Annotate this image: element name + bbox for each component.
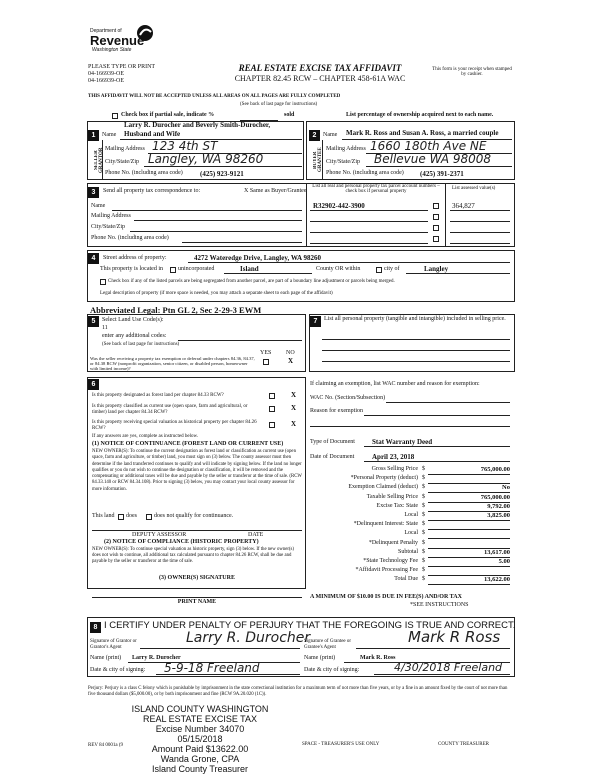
stamp-line-3: Excise Number 34070 [155,724,245,734]
calc-label: *State Technology Fee [363,558,418,564]
calc-row [310,484,510,493]
street-value: 4272 Wateredge Drive, Langley, WA 98260 [194,254,321,262]
deputy-line [92,530,302,531]
seller-name-label: Name [102,132,117,138]
dept-line1: Department of [90,28,122,34]
seller-address-value: 123 4th ST [152,139,218,153]
stamp-line-4: 05/15/2018 [177,734,223,744]
land-does-label: This land [92,513,115,519]
buyer-city-value: Bellevue WA 98008 [374,152,492,166]
segregation-checkbox[interactable] [100,279,106,285]
grantee-name-label: Name (print) [304,655,336,661]
grantee-sig-line [356,648,510,649]
calc-label: Exemption Claimed (deduct) [348,484,418,491]
calc-currency: $ [422,539,425,546]
calc-value: 765,000.00 [480,466,510,473]
grantor-sig-line [140,648,300,649]
grantee-date-label: Date & city of signing: [304,667,360,673]
personal-property-checkbox-3[interactable] [433,225,439,231]
s5-q1: Was the seller receiving a property tax exemption or deferral under chapters 84.36, 84.37, or 84.38 RCW (nonprofit organization, senior citizen, or disabled person, homeowner with limited income)? [90,356,255,371]
segregation-text: Check box if any of the listed parcels are being segregated from another parcel, are part of a boundary line adjustment or parcels being merged. [108,279,395,284]
parcel-number: R32902-442-3900 [313,202,365,210]
stamp-line-5: Amount Paid $13622.00 [151,744,249,754]
doc-date-label: Date of Document [310,454,355,460]
continuance-body: NEW OWNER(S): To continue the current designation as forest land or classification as current use (open space, farm and agriculture, or timber) land, you must sign on (3) below. The county assessor must then determine if the land transferred continues to qualify and will indicate by signing below. If the land no longer qualifies or you do not wish to continue the designation or classification, it will be removed and the compensating or additional taxes will be due and payable by the seller or transferor at the time of sale. (RCW 84.33.140 or RCW 84.34.108). Prior to signing (3) below, you may contact your local county assessor for more information. [92,449,302,492]
seller-side-label: SELLER GRANTOR [94,147,104,173]
assessed-line-4 [450,243,510,244]
buyer-city-label: City/State/Zip [326,159,360,165]
s3-phone-label: Phone No. (including area code) [91,235,169,241]
exemption-note: If claiming an exemption, list WAC number and reason for exemption: [310,381,480,387]
calc-currency: $ [422,530,425,537]
grantee-signature: Mark R Ross [408,628,501,646]
s3-name-line [112,210,302,211]
warning: THIS AFFIDAVIT WILL NOT BE ACCEPTED UNLESS ALL AREAS ON ALL PAGES ARE FULLY COMPLETED [88,94,341,99]
buyer-address-value: 1660 180th Ave NE [370,139,487,153]
assessed-header: List assessed value(s) [452,186,496,191]
buyer-city-line [366,166,512,167]
print-name-line [92,597,302,598]
reason-label: Reason for exemption [310,408,363,414]
s5-no: NO [286,350,295,356]
county-or-within: County OR within [316,266,361,272]
stamp-line-1: ISLAND COUNTY WASHINGTON [131,704,269,714]
city-value: Langley [424,265,449,273]
calc-label: Total Due [394,576,418,583]
calc-currency: $ [422,502,425,509]
seller-phone-value: (425) 923-9121 [200,170,244,178]
section-2-number: 2 [309,130,320,141]
does-checkbox[interactable] [118,514,124,520]
s6-q3: Is this property receiving special valuation as historical property per chapter 84.26 RCW? [92,420,257,431]
calc-row [310,567,510,576]
s3-name-label: Name [91,203,106,209]
s6-q2-yes-checkbox[interactable] [269,406,275,412]
calc-currency: $ [422,521,425,528]
seller-address-label: Mailing Address [105,146,145,152]
s6-instructions: If any answers are yes, complete as instructed below. [92,434,199,439]
calc-currency: $ [422,512,425,518]
s3-city-line [130,231,302,232]
treasurer-use-only: SPACE - TREASURER'S USE ONLY [302,742,380,747]
sold-label: sold [284,112,295,118]
calc-row [310,494,510,503]
grantor-date-label: Date & city of signing: [90,667,146,673]
receipt-note: This form is your receipt when stamped by cashier. [432,67,512,77]
calc-row [310,521,510,530]
section-4-number: 4 [88,253,99,264]
seller-name-line2: Husband and Wife [124,130,181,138]
doc-date-line [364,461,510,462]
seller-phone-label: Phone No. (including area code) [105,170,183,176]
s6-q2-answer: X [291,404,297,412]
section-1-number: 1 [88,130,99,141]
form-subtitle: CHAPTER 82.45 RCW – CHAPTER 458-61A WAC [234,74,406,83]
certify-text: I CERTIFY UNDER PENALTY OF PERJURY THAT THE FOREGOING IS TRUE AND CORRECT. [104,620,516,631]
section-3-divider-2 [445,183,446,247]
personal-property-checkbox-1[interactable] [433,203,439,209]
located-text: This property is located in [100,266,163,272]
calc-line [428,584,510,585]
calc-label: *Delinquent Interest: State [353,521,418,528]
grantor-date-city: 5-9-18 Freeland [164,661,260,675]
wac-no-label: WAC No. (Section/Subsection) [310,395,386,401]
county-line [224,273,312,274]
assessed-value: 364,827 [452,202,475,210]
dept-line2: Revenue [90,33,145,48]
seller-city-value: Langley, WA 98260 [148,152,264,166]
seller-city-line [144,166,302,167]
s5-q1-answer: X [288,357,294,365]
stamp-line-6: Wanda Grone, CPA [160,754,240,764]
s5-yes: YES [260,350,272,356]
buyer-phone-label: Phone No. (including area code) [326,170,404,176]
s6-q1-yes-checkbox[interactable] [269,393,275,399]
s3-city-label: City/State/Zip [91,224,125,230]
section-3-number: 3 [88,187,99,198]
s6-q1-answer: X [291,391,297,399]
county-treasurer: COUNTY TREASURER [438,742,489,747]
partial-sale-label: Check box if partial sale, indicate % [121,112,215,118]
seller-side-divider [102,140,103,180]
personal-line-1 [322,339,510,340]
seller-city-label: City/State/Zip [105,159,139,165]
grantee-name-print: Mark R. Ross [360,655,396,661]
calc-value: 5.00 [498,558,510,565]
doc-date-value: April 23, 2018 [372,453,415,461]
does-not-checkbox[interactable] [146,514,152,520]
calc-label: Subtotal [397,548,418,555]
partial-sale-checkbox[interactable] [112,113,118,119]
dept-logo [90,26,160,62]
calc-label: Taxable Selling Price [366,493,418,500]
grantee-sig-label: Signature of Grantee or Grantee's Agent [304,639,352,650]
city-line [406,273,510,274]
calc-value: 13,622.00 [484,576,510,584]
calc-currency: $ [422,576,425,583]
does-not-label: does not qualify for continuance. [154,513,234,519]
form-code-2: 04-166939-OE [88,78,124,84]
print-name: PRINT NAME [177,599,217,605]
personal-line-3 [322,361,510,362]
calc-value: 13,617.00 [484,548,510,556]
grantee-date-line [374,674,510,675]
calc-row [310,530,510,539]
personal-line-2 [322,350,510,351]
deputy-assessor: DEPUTY ASSESSOR [132,532,187,538]
calc-label: Excise Tax: State [376,502,418,509]
section-7-number: 7 [310,316,321,327]
dept-line3: Washington State [92,47,132,53]
assessed-line-1 [450,210,510,211]
city-checkbox[interactable] [376,267,382,273]
does-label: does [126,513,137,519]
form-title: REAL ESTATE EXCISE TAX AFFIDAVIT [238,63,402,73]
calc-value: 3,825.00 [487,512,510,519]
section-6-number: 6 [88,379,99,390]
street-line [188,262,510,263]
calc-currency: $ [422,493,425,500]
s6-q1: Is this property designated as forest land per chapter 84.33 RCW? [92,393,224,398]
calc-row [310,549,510,558]
s6-q2: Is this property classified as current use (open space, farm and agricultural, or timber) land per chapter 84.34 RCW? [92,404,248,415]
unincorporated-label: unincorporated [178,266,215,272]
calc-label: *Delinquent Penalty [368,539,418,546]
buyer-phone-value: (425) 391-2371 [420,170,464,178]
rev-code: REV 84 0001a (9 [88,743,124,748]
reason-line [364,415,510,416]
form-code-1: 04-166939-OE [88,71,124,77]
see-instructions: *SEE INSTRUCTIONS [410,602,469,608]
additional-codes: enter any additional codes: [102,333,167,339]
calc-currency: $ [422,567,425,574]
grantor-name-print: Larry R. Durocher [132,655,181,661]
grantor-date-line [156,674,300,675]
s3-phone-line [182,242,302,243]
assessed-line-3 [450,232,510,233]
calc-row [310,576,510,585]
parcel-line-4 [310,243,428,244]
parcel-line-1 [310,210,428,211]
grantor-signature: Larry R. Durocher [186,630,311,646]
owner-signature: (3) OWNER(S) SIGNATURE [159,575,235,581]
wac-line [386,402,510,403]
calc-row [310,475,510,484]
calc-currency: $ [422,484,425,491]
buyer-side-divider [322,140,323,180]
send-value: X Same as Buyer/Grantee [244,188,307,194]
additional-codes-line [178,340,302,341]
print-note: PLEASE TYPE OR PRINT [88,64,156,70]
s6-q3-answer: X [291,420,297,428]
perjury-note: Perjury: Perjury is a class C felony which is punishable by imprisonment in the state correctional institution for a maximum term of not more than five years, or by a fine in an amount fixed by the court of not more than five thousand dollars ($5,000.00), or by both imprisonment and fine (RCW 9A.20.020 (1C)). [88,686,508,697]
abbreviated-legal: Abbreviated Legal: Ptn GL 2, Sec 2-29-3 EWM [90,305,262,315]
buyer-name-label: Name [323,132,338,138]
stamp-line-7: Island County Treasurer [151,764,249,774]
calc-label: Local [404,530,418,537]
section-8-number: 8 [90,622,101,633]
parcel-line-2 [310,221,428,222]
calc-currency: $ [422,548,425,555]
continuance-title: (1) NOTICE OF CONTINUANCE (FOREST LAND OR CURRENT USE) [92,441,284,447]
historic-title: (2) NOTICE OF COMPLIANCE (HISTORIC PROPERTY) [104,539,259,545]
grantor-name-label: Name (print) [90,655,122,661]
reason-line-2 [310,426,510,427]
calc-currency: $ [422,475,425,482]
calc-value: 9,792.00 [487,502,510,510]
calc-row [310,512,510,521]
s5-see-back: (See back of last page for instructions) [102,342,180,347]
grantor-sig-label: Signature of Grantor or Grantor's Agent [90,639,137,650]
doc-type-value: Stat Warranty Deed [372,438,433,446]
calc-currency: $ [422,558,425,564]
buyer-address-label: Mailing Address [326,146,366,152]
parcel-list-header: List all real and personal property tax parcel account numbers – check box if personal property [312,184,440,194]
select-land-use: Select Land Use Code(s): [102,317,164,323]
s5-q1-yes-checkbox[interactable] [263,359,269,365]
see-back: (See back of last page for instructions) [240,102,318,107]
section-7-block [309,314,515,372]
city-of-label: city of [384,266,400,272]
calc-row [310,540,510,549]
calc-value: 765,000.00 [480,493,510,501]
street-label: Street address of property: [103,255,167,261]
land-use-code: 11 [102,325,108,331]
unincorporated-checkbox[interactable] [170,267,176,273]
personal-property-checkbox-4[interactable] [433,236,439,242]
minimum-note: A MINIMUM OF $10.00 IS DUE IN FEE(S) AND/OR TAX [310,594,462,600]
list-pct-note: List percentage of ownership acquired next to each name. [346,112,494,118]
doc-type-line [364,446,510,447]
section-5-number: 5 [88,316,99,327]
calc-label: *Affidavit Processing Fee [355,567,418,574]
calc-row [310,503,510,512]
doc-type-label: Type of Document [310,439,355,445]
deputy-date: DATE [248,532,264,538]
calc-label: *Personal Property (deduct) [350,475,418,482]
calc-row [310,466,510,475]
calc-value: No [502,484,510,492]
s3-mailing-line [134,220,302,221]
send-label: Send all property tax correspondence to: [103,188,201,194]
assessed-line-2 [450,221,510,222]
calc-currency: $ [422,466,425,472]
stamp-line-2: REAL ESTATE EXCISE TAX [142,714,258,724]
county-value: Island [240,265,259,273]
s6-q3-yes-checkbox[interactable] [269,422,275,428]
personal-property-checkbox-2[interactable] [433,214,439,220]
calc-label: Gross Selling Price [371,466,418,472]
seller-name-line1: Larry R. Durocher and Beverly Smith-Durocher, [124,121,271,129]
historic-body: NEW OWNER(S): To continue special valuation as historic property, sign (3) below. If the new owner(s) does not wish to continue, all additional tax calculated pursuant to chapter 84.26 RCW, shall be due and payable by the seller or transferor at the time of sale. [92,547,295,564]
buyer-side-label: BUYER GRANTEE [313,147,323,173]
list-personal: List all personal property (tangible and intangible) included in selling price. [324,316,506,322]
buyer-name-value: Mark R. Ross and Susan A. Ross, a married couple [346,129,499,137]
legal-desc-text: Legal description of property (if more space is needed, you may attach a separate sheet to each page of the affidavit) [100,291,333,296]
s3-mailing-label: Mailing Address [91,213,131,219]
calc-row [310,558,510,567]
calc-label: Local [404,512,418,518]
treasurer-stamp [120,704,280,774]
parcel-line-3 [310,232,428,233]
grantee-date-city: 4/30/2018 Freeland [394,661,503,674]
